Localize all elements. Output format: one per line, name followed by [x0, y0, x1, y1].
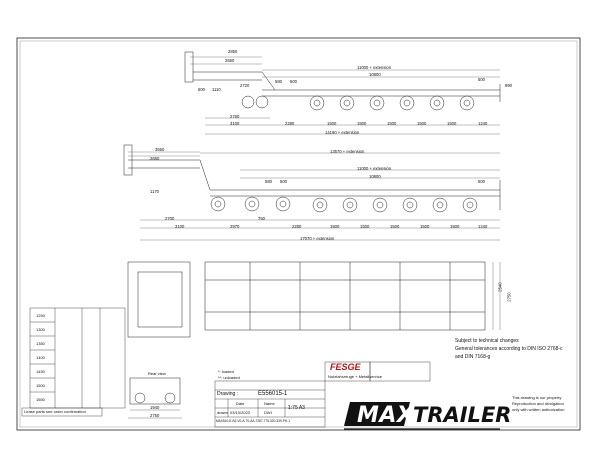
- top-dim-500b: 500: [478, 77, 485, 82]
- top-dim-2650: 2650: [225, 58, 235, 63]
- load-row-1500: 1500: [36, 383, 45, 388]
- copyright-line1: This drawing is our property: [512, 395, 562, 400]
- side-dim-1500e: 1500: [450, 224, 460, 229]
- company-tagline: Nutzfahrzeuge + Metallservice: [328, 374, 382, 379]
- drawing-code: MAX510-E-B2-V0-A-70-AA-7287-775-320-339-PH-1: [216, 419, 291, 423]
- plan-view: [128, 262, 500, 337]
- top-dim-500a: 500: [290, 79, 297, 84]
- top-dim-3100: 3100: [230, 121, 240, 126]
- top-dim-2850: 2850: [228, 49, 238, 54]
- name-label: Name: [264, 401, 275, 406]
- note-tolerances: General tolerances according to DIN ISO 2768-c: [455, 346, 563, 352]
- side-dim-500a: 500: [280, 179, 287, 184]
- top-dim-600: 600: [198, 87, 205, 92]
- top-dim-580: 580: [275, 79, 282, 84]
- side-dim-3100: 3100: [175, 224, 185, 229]
- drawn-label: drawn: [217, 410, 228, 415]
- side-dim-500b: 500: [478, 179, 485, 184]
- top-dim-2720: 2720: [240, 83, 250, 88]
- side-dim-2700: 2700: [165, 216, 175, 221]
- load-row-1550: 1550: [36, 397, 45, 402]
- rear-view-label: Rear view: [148, 371, 166, 376]
- side-dim-3650: 3650: [155, 147, 165, 152]
- copyright-line2: Reproduction and divulgation: [512, 401, 564, 406]
- lower-axles: [211, 197, 477, 212]
- side-dim-1500b: 1500: [360, 224, 370, 229]
- side-dim-10800: 10800: [369, 174, 381, 179]
- top-dim-1500d: 1500: [417, 121, 427, 126]
- note-din: and DIN 7168-g: [455, 354, 491, 360]
- outer-frame: [17, 38, 580, 430]
- top-dim-1110: 1110: [212, 87, 221, 92]
- top-dim-total: 14190 + extension: [325, 130, 360, 135]
- top-dim-2760: 2760: [230, 114, 240, 119]
- name-value: DWI: [264, 410, 272, 415]
- top-dim-1500e: 1500: [447, 121, 457, 126]
- side-dim-2280: 2280: [292, 224, 302, 229]
- lease-parts-note: Lease parts see order confirmation: [24, 409, 86, 414]
- legend-loaded: *: loaded: [218, 369, 234, 374]
- side-dim-1500a: 1500: [330, 224, 340, 229]
- side-dim-2970: 2970: [230, 224, 240, 229]
- load-row-1450: 1450: [36, 369, 45, 374]
- brand-trailer: TRAILER: [413, 403, 512, 427]
- top-dim-1500b: 1500: [357, 121, 367, 126]
- side-dim-2650: 2650: [150, 156, 160, 161]
- note-technical-changes: Subject to technical changes: [455, 338, 519, 344]
- date-label: Date: [236, 401, 245, 406]
- load-row-1300: 1300: [36, 327, 45, 332]
- scale-value: 1:75 A3: [288, 405, 305, 411]
- date-value: 03/10/2023: [230, 410, 251, 415]
- rear-view: [128, 378, 182, 418]
- side-dim-11000: 11000 + extension: [357, 166, 392, 171]
- side-dim-total: 17070 + extension: [300, 236, 335, 241]
- load-row-1400: 1400: [36, 355, 45, 360]
- brand-max: MAX: [357, 403, 415, 428]
- side-dim-1240: 1240: [478, 224, 488, 229]
- plan-dim-2540: 2540: [497, 282, 503, 292]
- side-dim-750: 750: [258, 216, 265, 221]
- top-dim-2280: 2280: [285, 121, 295, 126]
- top-dim-1500c: 1500: [387, 121, 397, 126]
- side-dim-overall: 13570 + extension: [330, 149, 365, 154]
- top-dim-990: 990: [505, 83, 512, 88]
- side-dim-580: 580: [265, 179, 272, 184]
- rear-dim-1940: 1940: [150, 405, 160, 410]
- load-row-1250: 1250: [36, 313, 45, 318]
- company-logo: FESGE: [330, 362, 361, 372]
- plan-dim-2750: 2750: [506, 292, 512, 302]
- side-dim-1500d: 1500: [420, 224, 430, 229]
- top-dim-overall: 11000 + extension: [357, 65, 392, 70]
- side-dim-1500c: 1500: [390, 224, 400, 229]
- top-dim-10800: 10800: [369, 72, 381, 77]
- drawing-number: E556015-1: [258, 391, 288, 397]
- upper-axles: [242, 96, 474, 110]
- inner-frame: [20, 41, 577, 427]
- side-dim-1170: 1170: [150, 189, 160, 194]
- drawing-label: Drawing :: [217, 391, 239, 397]
- load-row-1350: 1350: [36, 341, 45, 346]
- top-dim-1500a: 1500: [327, 121, 337, 126]
- rear-dim-2750: 2750: [150, 413, 160, 418]
- top-dim-1240: 1240: [478, 121, 488, 126]
- copyright-line3: only with written authorization: [512, 407, 565, 412]
- legend-unloaded: **: unloaded: [218, 375, 240, 380]
